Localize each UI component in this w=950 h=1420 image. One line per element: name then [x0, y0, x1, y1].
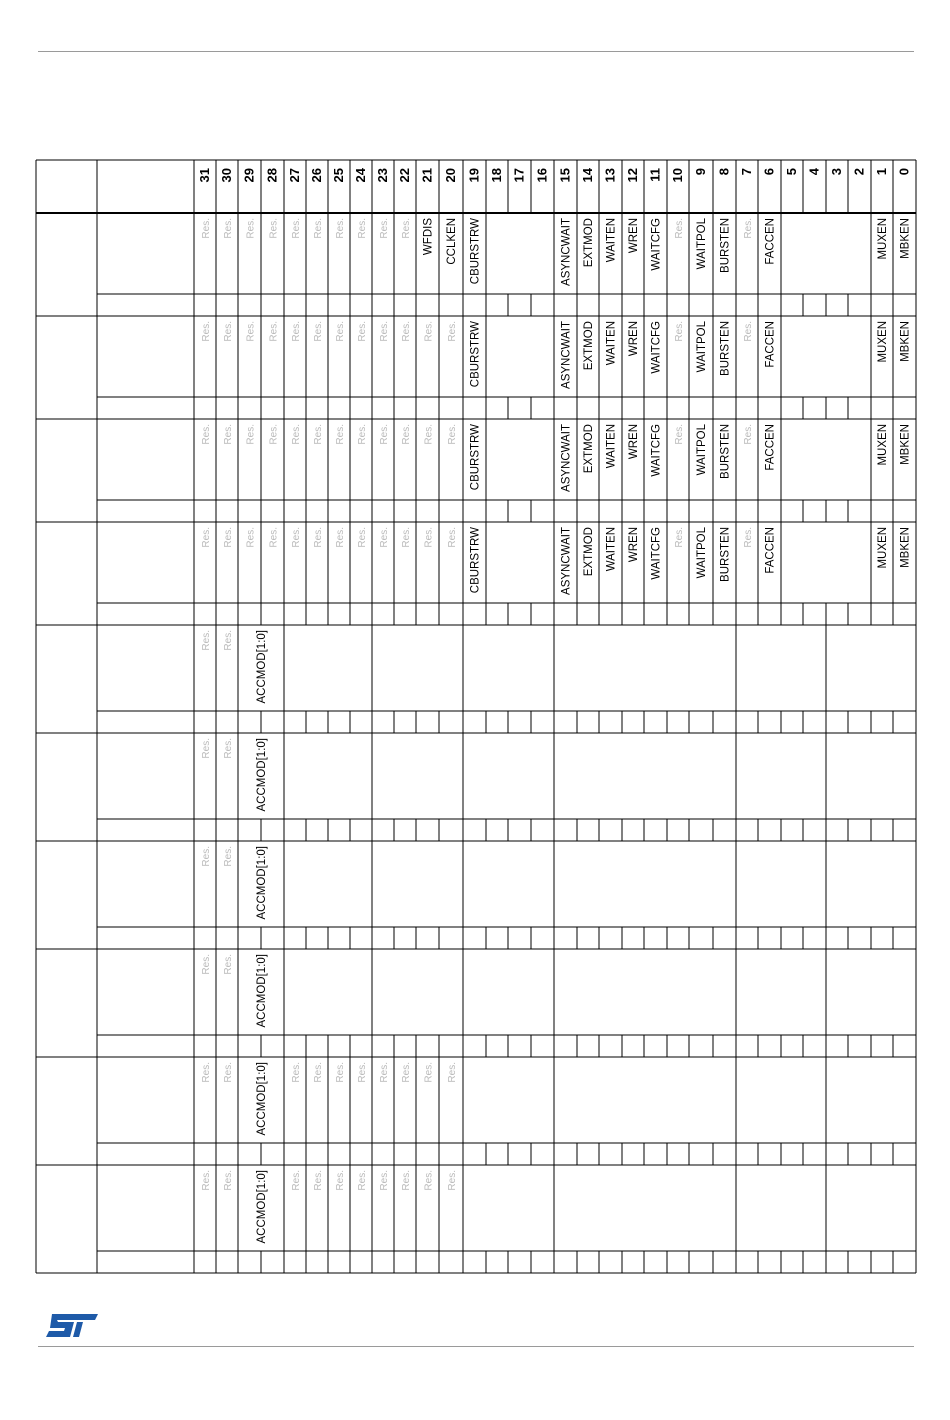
reserved-field: Res. [379, 527, 390, 548]
field-label: BURSTEN [719, 527, 732, 582]
field-label: WAITCFG [650, 218, 663, 271]
field-label: ASYNCWAIT [560, 424, 573, 492]
reserved-field: Res. [357, 527, 368, 548]
field-label: BURSTEN [719, 321, 732, 376]
bit-number: 30 [219, 168, 234, 183]
bit-number: 31 [197, 168, 212, 183]
reserved-field: Res. [423, 424, 435, 445]
field-label: WAITEN [605, 321, 618, 366]
reserved-field: Res. [401, 1062, 412, 1083]
reserved-field: Res. [743, 321, 754, 342]
field-label: ACCMOD[1:0] [256, 954, 268, 1028]
field-label: FACCEN [764, 424, 777, 471]
field-label: WAITPOL [696, 527, 708, 579]
reserved-field: Res. [313, 1170, 324, 1191]
reserved-field: Res. [379, 1170, 390, 1191]
reserved-field: Res. [313, 321, 324, 342]
reserved-field: Res. [313, 424, 324, 445]
reserved-field: Res. [223, 630, 234, 651]
reserved-field: Res. [245, 527, 257, 548]
field-label: EXTMOD [583, 321, 595, 371]
field-label: WAITCFG [650, 321, 663, 374]
field-label: FACCEN [764, 218, 777, 265]
bit-number: 28 [264, 168, 280, 183]
reserved-field: Res. [223, 321, 234, 342]
field-label: WAITCFG [650, 527, 663, 580]
reserved-field: Res. [423, 1170, 435, 1191]
bit-number: 22 [397, 168, 412, 183]
reserved-field: Res. [313, 527, 324, 548]
reserved-field: Res. [379, 1062, 390, 1083]
field-label: ACCMOD[1:0] [256, 846, 268, 920]
field-label: ACCMOD[1:0] [256, 738, 268, 812]
bit-number: 13 [602, 168, 618, 183]
bit-number: 15 [557, 168, 573, 183]
bit-number: 11 [647, 168, 663, 182]
reserved-field: Res. [357, 1062, 368, 1083]
reserved-field: Res. [401, 1170, 412, 1191]
field-label: MUXEN [877, 321, 889, 363]
field-label: CBURSTRW [469, 218, 482, 285]
bit-number: 29 [241, 168, 257, 183]
bit-number: 4 [806, 168, 822, 176]
bit-number: 10 [670, 168, 685, 183]
field-label: ACCMOD[1:0] [256, 1170, 268, 1244]
bit-number: 25 [331, 168, 346, 183]
bit-number: 1 [874, 168, 889, 176]
field-label: MBKEN [899, 218, 912, 259]
field-label: ASYNCWAIT [560, 321, 573, 389]
reserved-field: Res. [223, 738, 234, 759]
reserved-field: Res. [223, 527, 234, 548]
reserved-field: Res. [291, 1062, 302, 1083]
bit-number: 23 [375, 168, 390, 183]
field-label: ASYNCWAIT [560, 218, 573, 286]
field-label: WAITCFG [650, 424, 663, 477]
field-label: BURSTEN [719, 424, 732, 479]
field-label: EXTMOD [583, 527, 595, 577]
reserved-field: Res. [743, 527, 754, 548]
reserved-field: Res. [335, 527, 346, 548]
field-label: MUXEN [877, 424, 889, 466]
reserved-field: Res. [743, 218, 754, 239]
reserved-field: Res. [201, 321, 212, 342]
bit-number: 17 [511, 168, 527, 183]
bit-number: 9 [693, 168, 708, 176]
field-label: MUXEN [877, 218, 889, 260]
reserved-field: Res. [201, 1062, 212, 1083]
bit-number: 2 [851, 168, 867, 176]
reserved-field: Res. [201, 527, 212, 548]
field-label: WREN [628, 424, 640, 460]
field-label: EXTMOD [583, 424, 595, 474]
field-label: MBKEN [899, 527, 912, 568]
field-label: BURSTEN [719, 218, 732, 273]
field-label: CBURSTRW [469, 321, 482, 388]
reserved-field: Res. [674, 218, 685, 239]
field-label: WFDIS [422, 218, 435, 256]
reserved-field: Res. [268, 321, 280, 342]
field-label: WAITPOL [696, 424, 708, 476]
field-label: MUXEN [877, 527, 889, 569]
field-label: MBKEN [899, 321, 912, 362]
reserved-field: Res. [313, 218, 324, 239]
reserved-field: Res. [674, 424, 685, 445]
bit-number: 14 [580, 168, 595, 183]
reserved-field: Res. [201, 424, 212, 445]
bit-number: 6 [761, 168, 777, 176]
field-label: CBURSTRW [469, 424, 482, 491]
field-label: WAITPOL [696, 321, 708, 373]
reserved-field: Res. [291, 424, 302, 445]
reserved-field: Res. [423, 527, 435, 548]
reserved-field: Res. [423, 321, 435, 342]
reserved-field: Res. [335, 1062, 346, 1083]
reserved-field: Res. [379, 424, 390, 445]
reserved-field: Res. [223, 424, 234, 445]
bit-number: 12 [625, 168, 640, 183]
reserved-field: Res. [268, 218, 280, 239]
bit-number: 18 [489, 168, 504, 183]
reserved-field: Res. [357, 321, 368, 342]
reserved-field: Res. [291, 527, 302, 548]
reserved-field: Res. [423, 1062, 435, 1083]
field-label: WREN [628, 218, 640, 254]
reserved-field: Res. [743, 424, 754, 445]
reserved-field: Res. [291, 1170, 302, 1191]
bit-number: 20 [443, 168, 458, 183]
reserved-field: Res. [201, 738, 212, 759]
reserved-field: Res. [223, 1062, 234, 1083]
reserved-field: Res. [379, 321, 390, 342]
reserved-field: Res. [201, 846, 212, 867]
reserved-field: Res. [223, 846, 234, 867]
field-label: MBKEN [899, 424, 912, 465]
reserved-field: Res. [357, 218, 368, 239]
field-label: ACCMOD[1:0] [256, 630, 268, 704]
reserved-field: Res. [357, 424, 368, 445]
reserved-field: Res. [401, 527, 412, 548]
reserved-field: Res. [245, 424, 257, 445]
reserved-field: Res. [447, 1170, 458, 1191]
reserved-field: Res. [335, 424, 346, 445]
reserved-field: Res. [674, 321, 685, 342]
reserved-field: Res. [201, 218, 212, 239]
reserved-field: Res. [268, 527, 280, 548]
reserved-field: Res. [201, 954, 212, 975]
reserved-field: Res. [291, 218, 302, 239]
reserved-field: Res. [291, 321, 302, 342]
field-label: EXTMOD [583, 218, 595, 268]
reserved-field: Res. [447, 1062, 458, 1083]
field-label: WREN [628, 527, 640, 563]
reserved-field: Res. [401, 218, 412, 239]
bit-number: 24 [353, 168, 368, 183]
reserved-field: Res. [447, 424, 458, 445]
field-label: FACCEN [764, 527, 777, 574]
bit-number: 5 [784, 168, 799, 176]
reserved-field: Res. [223, 218, 234, 239]
reserved-field: Res. [674, 527, 685, 548]
reserved-field: Res. [401, 321, 412, 342]
bit-number: 19 [466, 168, 482, 183]
field-label: WREN [628, 321, 640, 357]
field-label: CBURSTRW [469, 527, 482, 594]
reserved-field: Res. [335, 321, 346, 342]
bit-number: 27 [287, 168, 302, 183]
reserved-field: Res. [268, 424, 280, 445]
reserved-field: Res. [335, 1170, 346, 1191]
reserved-field: Res. [357, 1170, 368, 1191]
field-label: WAITPOL [696, 218, 708, 270]
reserved-field: Res. [313, 1062, 324, 1083]
field-label: FACCEN [764, 321, 777, 368]
st-logo [44, 1311, 100, 1341]
reserved-field: Res. [245, 321, 257, 342]
field-label: WAITEN [605, 527, 618, 572]
reserved-field: Res. [201, 630, 212, 651]
reserved-field: Res. [447, 321, 458, 342]
reserved-field: Res. [201, 1170, 212, 1191]
reserved-field: Res. [447, 527, 458, 548]
field-label: WAITEN [605, 218, 618, 263]
field-label: ASYNCWAIT [560, 527, 573, 595]
bit-number: 26 [309, 168, 324, 183]
bit-number: 7 [739, 168, 754, 176]
field-label: CCLKEN [446, 218, 458, 265]
reserved-field: Res. [245, 218, 257, 239]
reserved-field: Res. [401, 424, 412, 445]
bit-number: 16 [534, 168, 550, 183]
bit-number: 8 [716, 168, 732, 176]
reserved-field: Res. [223, 954, 234, 975]
reserved-field: Res. [379, 218, 390, 239]
field-label: WAITEN [605, 424, 618, 469]
reserved-field: Res. [223, 1170, 234, 1191]
bit-number: 0 [896, 168, 912, 176]
field-label: ACCMOD[1:0] [256, 1062, 268, 1136]
bit-number: 3 [829, 168, 844, 176]
reserved-field: Res. [335, 218, 346, 239]
bit-number: 21 [419, 168, 435, 183]
